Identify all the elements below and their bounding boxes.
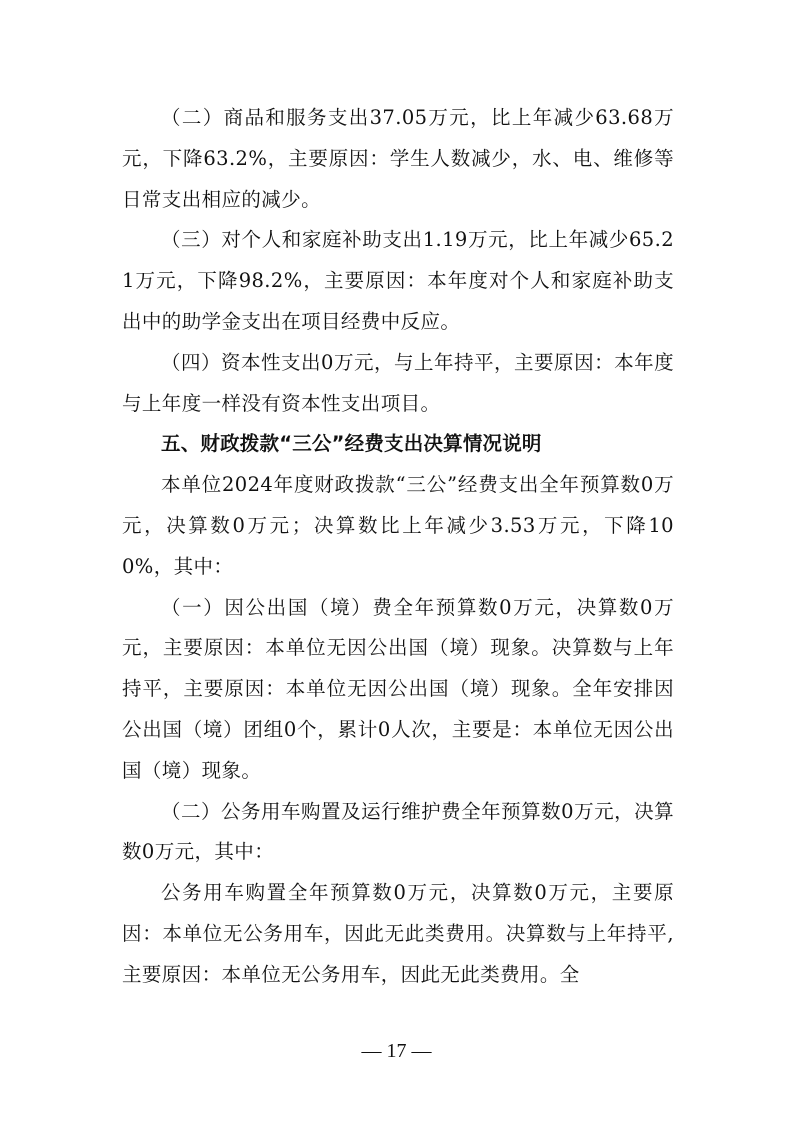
page-body [122, 98, 674, 996]
paragraph-personal-family-subsidy: （三）对个人和家庭补助支出1.19万元，比上年减少65.21万元，下降98.2%，主要原因：本年度对个人和家庭补助支出中的助学金支出在项目经费中反应。 [122, 228, 674, 333]
paragraph-official-vehicles: （二）公务用车购置及运行维护费全年预算数0万元，决算数0万元，其中： [122, 799, 674, 864]
paragraph-three-public-summary: 本单位2024年度财政拨款“三公”经费支出全年预算数0万元，决算数0万元；决算数比上年减少3.53万元，下降100%，其中： [122, 473, 674, 578]
paragraph-goods-services-expense: （二）商品和服务支出37.05万元，比上年减少63.68万元，下降63.2%，主要原因：学生人数减少，水、电、维修等日常支出相应的减少。 [122, 106, 674, 211]
paragraph-vehicle-purchase: 公务用车购置全年预算数0万元，决算数0万元，主要原因：本单位无公务用车，因此无此类费用。决算数与上年持平,主要原因：本单位无公务用车，因此无此类费用。全 [122, 881, 674, 986]
page-number: — 17 — [361, 1040, 432, 1062]
paragraph-capital-expense: （四）资本性支出0万元，与上年持平，主要原因：本年度与上年度一样没有资本性支出项目。 [122, 350, 674, 415]
paragraph-overseas-travel: （一）因公出国（境）费全年预算数0万元，决算数0万元，主要原因：本单位无因公出国（境）现象。决算数与上年持平，主要原因：本单位无因公出国（境）现象。全年安排因公出国（境）团组0个，累计0人次，主要是：本单位无因公出国（境）现象。 [122, 595, 674, 782]
section-heading-three-public-expenses: 五、财政拨款“三公”经费支出决算情况说明 [161, 432, 542, 456]
